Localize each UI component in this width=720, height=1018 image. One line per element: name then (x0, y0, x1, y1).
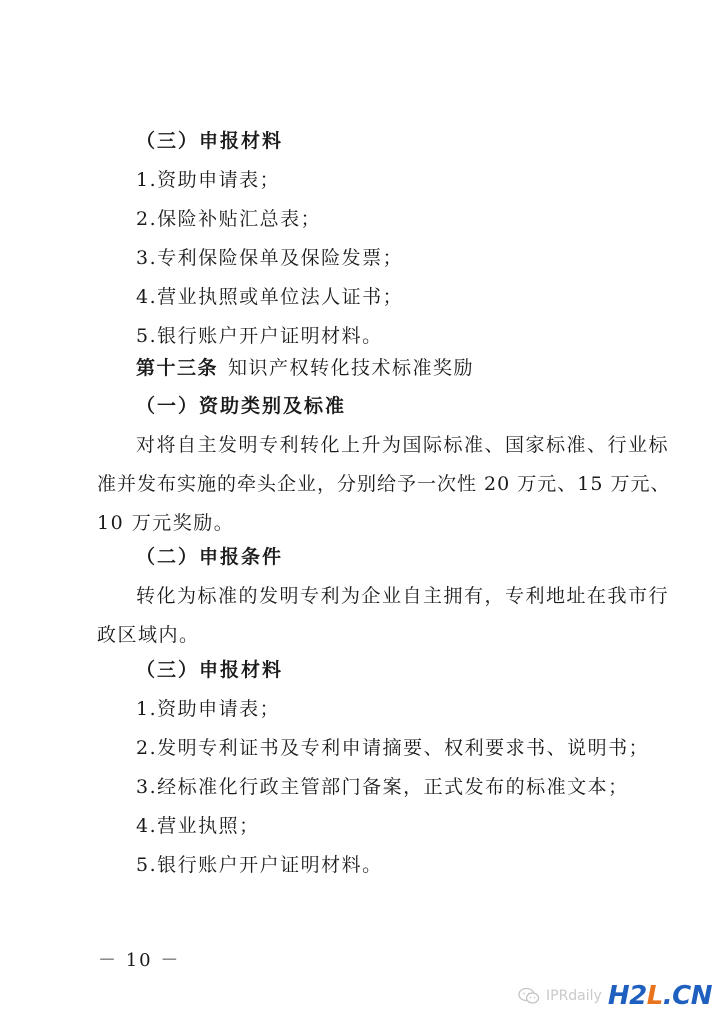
wechat-icon (518, 987, 540, 1005)
article-title: 知识产权转化技术标准奖励 (228, 357, 475, 379)
article-label: 第十三条 (136, 357, 219, 379)
list-item: 2.发明专利证书及专利申请摘要、权利要求书、说明书； (136, 737, 650, 759)
list-item: 5.银行账户开户证明材料。 (136, 325, 383, 347)
list-item: 2.保险补贴汇总表； (136, 208, 322, 230)
list-item: 4.营业执照或单位法人证书； (136, 286, 404, 308)
section-heading-materials: （三）申报材料 (136, 659, 284, 681)
watermark-text: IPRdaily (546, 988, 602, 1004)
page-number: － 10 － (98, 950, 181, 971)
list-item: 3.经标准化行政主管部门备案，正式发布的标准文本； (136, 776, 629, 798)
section-heading-category: （一）资助类别及标准 (136, 395, 347, 417)
paragraph-line: 准并发布实施的牵头企业，分别给予一次性 20 万元、15 万元、 (97, 473, 671, 495)
article-heading (136, 355, 474, 381)
paragraph-line: 政区域内。 (97, 624, 200, 646)
paragraph-line: 对将自主发明专利转化上升为国际标准、国家标准、行业标 (136, 434, 670, 456)
list-item: 4.营业执照； (136, 815, 260, 837)
paragraph-line: 10 万元奖励。 (97, 512, 235, 534)
paragraph-line: 转化为标准的发明专利为企业自主拥有，专利地址在我市行 (136, 585, 670, 607)
list-item: 5.银行账户开户证明材料。 (136, 854, 383, 876)
h2l-logo: H2L.CN (607, 981, 712, 1011)
watermark (518, 980, 712, 1012)
section-heading-conditions: （二）申报条件 (136, 546, 284, 568)
list-item: 3.专利保险保单及保险发票； (136, 247, 404, 269)
list-item: 1.资助申请表； (136, 698, 281, 720)
list-item: 1.资助申请表； (136, 169, 281, 191)
section-heading-materials: （三）申报材料 (136, 130, 284, 152)
